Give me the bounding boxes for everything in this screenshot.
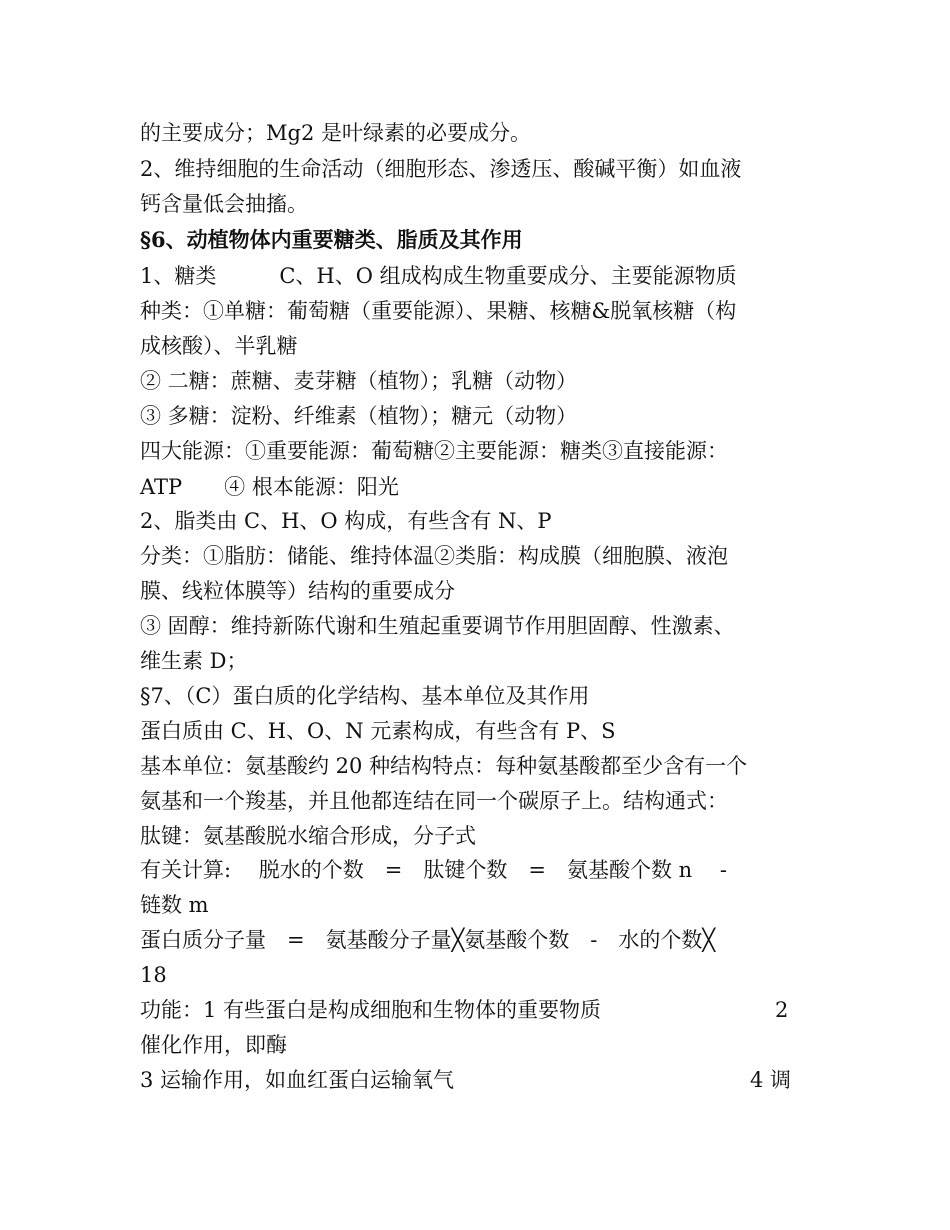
text-line: 蛋白质分子量 = 氨基酸分子量╳氨基酸个数 - 水的个数╳: [140, 928, 715, 952]
text-line: 蛋白质由 C、H、O、N 元素构成，有些含有 P、S: [140, 719, 616, 743]
list-number: 4 调: [750, 1068, 792, 1092]
text-line: 功能：1 有些蛋白是构成细胞和生物体的重要物质: [140, 998, 602, 1022]
text-line: 维生素 D；: [140, 649, 248, 673]
section-heading: §7、（C）蛋白质的化学结构、基本单位及其作用: [140, 684, 590, 708]
text-line: 1、糖类 C、H、O 组成构成生物重要成分、主要能源物质: [140, 264, 737, 288]
text-line: ② 二糖：蔗糖、麦芽糖（植物）；乳糖（动物）: [140, 369, 578, 393]
text-line: 成核酸）、半乳糖: [140, 334, 298, 358]
section-heading: §6、动植物体内重要糖类、脂质及其作用: [140, 227, 523, 252]
text-line: 催化作用，即酶: [140, 1033, 287, 1057]
text-line: 链数 m: [140, 893, 209, 917]
text-line: 3 运输作用，如血红蛋白运输氧气: [140, 1068, 455, 1092]
text-line: 分类：①脂肪：储能、维持体温②类脂：构成膜（细胞膜、液泡: [140, 544, 728, 568]
text-line: 种类：①单糖：葡萄糖（重要能源）、果糖、核糖&脱氧核糖（构: [140, 299, 737, 323]
text-line: 膜、线粒体膜等）结构的重要成分: [140, 579, 455, 603]
text-line: ATP ④ 根本能源：阳光: [140, 475, 399, 499]
text-line: 氨基和一个羧基，并且他都连结在同一个碳原子上。结构通式：: [140, 789, 728, 813]
text-line: 基本单位：氨基酸约 20 种结构特点：每种氨基酸都至少含有一个: [140, 754, 748, 778]
text-line: 2、维持细胞的生命活动（细胞形态、渗透压、酸碱平衡）如血液: [140, 157, 742, 181]
text-line: ③ 固醇：维持新陈代谢和生殖起重要调节作用胆固醇、性激素、: [140, 614, 735, 638]
list-number: 2: [775, 998, 789, 1022]
text-line: 四大能源：①重要能源：葡萄糖②主要能源：糖类③直接能源：: [140, 439, 728, 463]
text-line: 2、脂类由 C、H、O 构成，有些含有 N、P: [140, 509, 552, 533]
text-line: 钙含量低会抽搐。: [140, 192, 308, 216]
text-line: 有关计算: 脱水的个数 = 肽键个数 = 氨基酸个数 n -: [140, 858, 727, 882]
text-line: ③ 多糖：淀粉、纤维素（植物）；糖元（动物）: [140, 404, 578, 428]
text-line: 的主要成分；Mg2 是叶绿素的必要成分。: [140, 121, 531, 145]
text-line: 肽键：氨基酸脱水缩合形成，分子式: [140, 824, 476, 848]
text-line: 18: [140, 963, 167, 987]
